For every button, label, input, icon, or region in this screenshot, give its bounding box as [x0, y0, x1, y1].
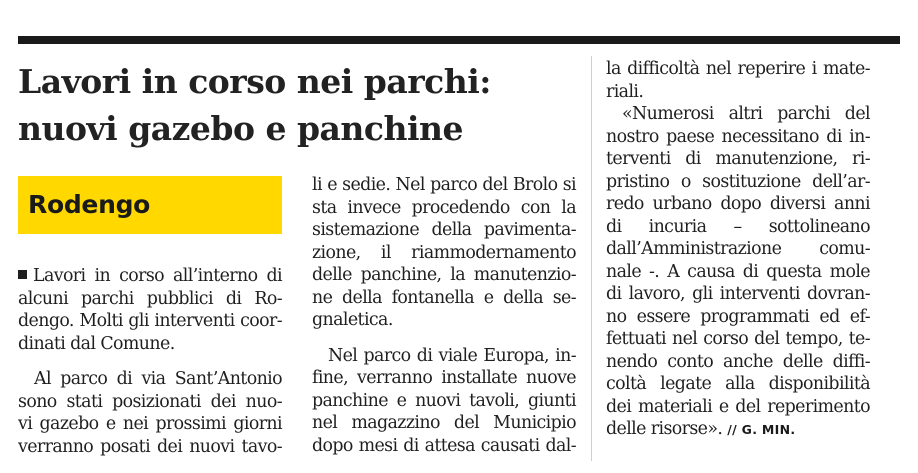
text-line: alcuni parchi pubblici di Ro- [18, 288, 282, 309]
section-kicker [18, 176, 282, 234]
text-line: di incuria – sottolineano [606, 216, 870, 237]
text-line: vi gazebo e nei prossimi giorni [18, 414, 282, 434]
text-line: «Numerosi altri parchi del [622, 104, 870, 124]
text-line: sistemazione della pavimenta- [312, 220, 576, 240]
text-line: Al parco di via Sant’Antonio [34, 369, 282, 389]
text-line: sono stati posizionati dei nuo- [18, 391, 282, 412]
text-line: dopo mesi di attesa causati dal- [312, 435, 576, 456]
text-line: riali. [606, 81, 644, 102]
text-line: dengo. Molti gli interventi coor- [18, 311, 282, 331]
text-line: terventi di manutenzione, ri- [606, 149, 870, 169]
text-line: Lavori in corso all’interno di [18, 265, 282, 288]
headline-line-1: Lavori in corso nei parchi: [18, 62, 491, 101]
text-line: pristino o sostituzione dell’ar- [606, 171, 870, 192]
headline-line-2: nuovi gazebo e panchine [18, 109, 464, 148]
text-line: nostro paese necessitano di in- [606, 126, 870, 147]
text-line: di lavoro, gli interventi dovran- [606, 284, 870, 304]
text-line: la difficoltà nel reperire i mate- [606, 59, 870, 79]
column-divider [591, 56, 592, 461]
top-rule [18, 36, 900, 44]
text-line: fine, verranno installate nuove [312, 368, 576, 388]
text-line: no essere programmati ed ef- [606, 306, 870, 327]
text-line: panchine e nuovi tavoli, giunti [312, 390, 576, 411]
text-line: nel magazzino del Municipio [312, 413, 576, 433]
text-line: ne della fontanella e della se- [312, 287, 576, 308]
text-line: dall’Amministrazione comu- [606, 239, 870, 259]
closing-text: delle risorse». [606, 419, 723, 439]
text-line: nendo conto anche delle diffi- [606, 351, 870, 372]
text-line: delle panchine, la manutenzio- [312, 265, 576, 285]
text-line: nale -. A causa di questa mole [606, 261, 870, 282]
text-line: zione, il riammodernamento [312, 242, 576, 263]
text-line: gnaletica. [312, 310, 393, 330]
text-line: Nel parco di viale Europa, in- [328, 345, 576, 366]
article-column-3 [606, 58, 870, 441]
text-line: redo urbano dopo diversi anni [606, 194, 870, 214]
text-line: fettuati nel corso del tempo, te- [606, 329, 870, 349]
article-column-1 [18, 265, 282, 458]
text-line: li e sedie. Nel parco del Brolo si [312, 175, 576, 195]
text-line: dinati dal Comune. [18, 333, 175, 354]
text-line: dei materiali e del reperimento [606, 396, 870, 417]
text-line [606, 418, 870, 441]
kicker-label: Rodengo [28, 190, 151, 219]
text-line: sta invece procedendo con la [312, 197, 576, 218]
author-signature: // G. MIN. [727, 422, 796, 437]
text-line: coltà legate alla disponibilità [606, 374, 870, 394]
article-column-2 [312, 174, 576, 457]
square-bullet-icon [18, 270, 27, 279]
headline [18, 58, 588, 152]
text-line: verranno posati dei nuovi tavo- [18, 436, 282, 457]
